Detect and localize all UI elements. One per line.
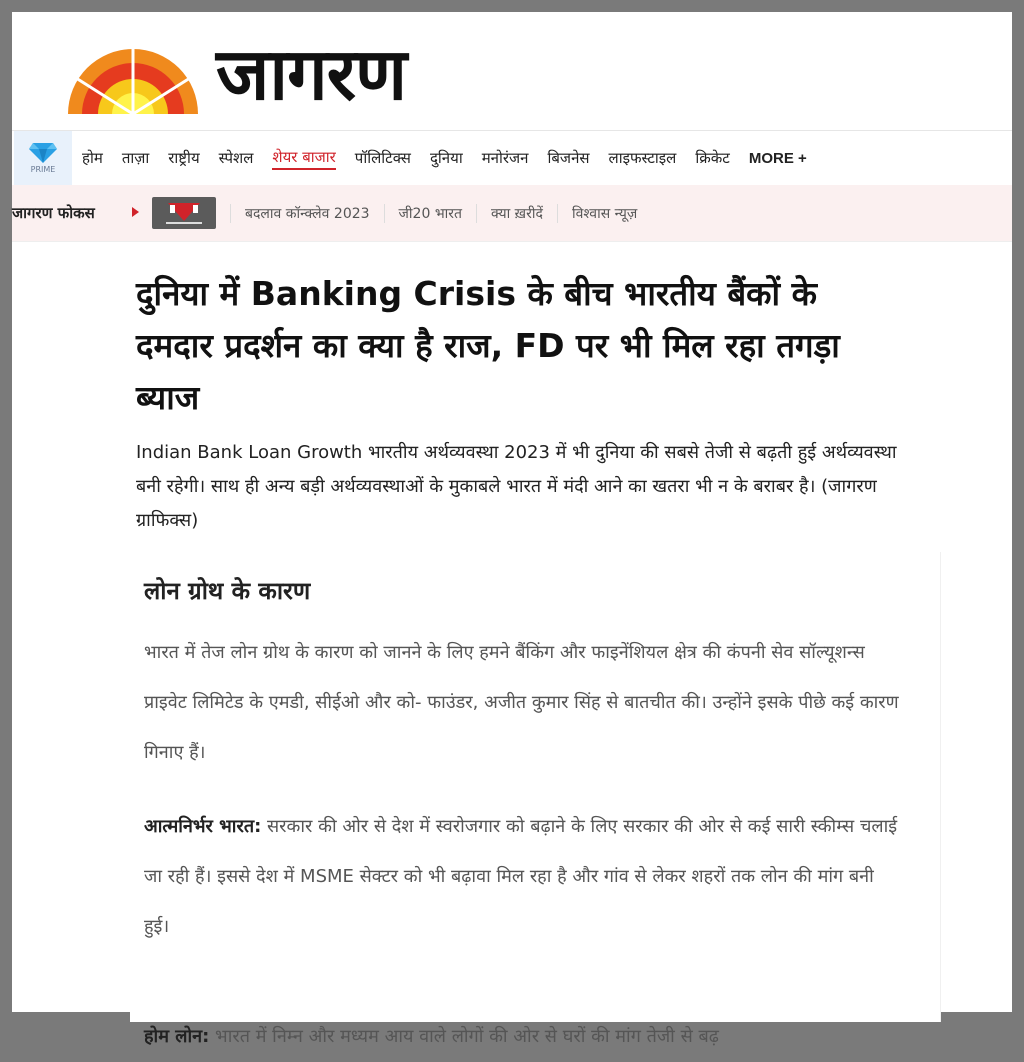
- nav-item-special[interactable]: स्पेशल: [218, 149, 254, 167]
- badge-logo-icon: [164, 201, 204, 225]
- nav-item-home[interactable]: होम: [82, 149, 103, 167]
- focus-label[interactable]: जागरण फोकस: [12, 204, 95, 222]
- nav-item-lifestyle[interactable]: लाइफस्टाइल: [608, 149, 677, 167]
- focus-badge-image[interactable]: [152, 197, 216, 229]
- body-paragraph-3: [144, 1012, 904, 1062]
- article-headline: दुनिया में Banking Crisis के बीच भारतीय बैंकों के दमदार प्रदर्शन का क्या है राज, FD पर भी मिल रहा तगड़ा ब्याज: [136, 274, 840, 417]
- paragraph-lead-atmanirbhar: आत्मनिर्भर भारत:: [144, 816, 262, 837]
- nav-item-share-bazar[interactable]: शेयर बाजार: [272, 147, 335, 170]
- paragraph-text-home-loan: भारत में निम्न और मध्यम आय वाले लोगों की ओर से घरों की मांग तेजी से बढ़: [209, 1026, 719, 1047]
- paragraph-text-atmanirbhar: सरकार की ओर से देश में स्वरोजगार को बढ़ाने के लिए सरकार की ओर से कई सारी स्कीम्स चलाई जा रही हैं। इससे देश में MSME सेक्टर को भी बढ़ावा मिल रहा है और गांव से लेकर शहरों तक लोन की मांग बनी हुई।: [144, 816, 898, 937]
- nav-item-cricket[interactable]: क्रिकेट: [695, 149, 730, 167]
- nav-item-politics[interactable]: पॉलिटिक्स: [354, 149, 411, 167]
- nav-item-world[interactable]: दुनिया: [429, 149, 463, 167]
- main-navigation: [12, 130, 1012, 186]
- caret-right-icon: [132, 207, 139, 217]
- focus-bar: [12, 185, 1012, 242]
- prime-button[interactable]: [14, 131, 72, 185]
- focus-links: [230, 185, 651, 241]
- paragraph-lead-home-loan: होम लोन:: [144, 1026, 210, 1047]
- focus-link-kya-kharidein[interactable]: क्या ख़रीदें: [476, 204, 557, 223]
- site-logo-text[interactable]: जागरण: [216, 32, 407, 116]
- nav-item-business[interactable]: बिजनेस: [547, 149, 590, 167]
- focus-link-vishwas-news[interactable]: विश्वास न्यूज़: [557, 204, 651, 223]
- section-heading: लोन ग्रोथ के कारण: [144, 577, 311, 605]
- nav-item-latest[interactable]: ताज़ा: [121, 149, 150, 167]
- jagran-logo-icon[interactable]: [68, 44, 198, 114]
- site-header: [12, 12, 1012, 130]
- nav-item-more[interactable]: MORE +: [748, 149, 807, 167]
- body-paragraph-2: [144, 802, 904, 952]
- article-body: [130, 552, 941, 1047]
- nav-item-national[interactable]: राष्ट्रीय: [168, 149, 200, 167]
- body-paragraph-1: भारत में तेज लोन ग्रोथ के कारण को जानने के लिए हमने बैंकिंग और फाइनेंशियल क्षेत्र की कंपनी सेव सॉल्यूशन्स प्राइवेट लिमिटेड के एमडी, सीईओ और को- फाउंडर, अजीत कुमार सिंह से बातचीत की। उन्होंने इसके पीछे कई कारण गिनाए हैं।: [144, 642, 899, 763]
- prime-label: PRIME: [30, 165, 56, 174]
- focus-link-badlav[interactable]: बदलाव कॉन्क्लेव 2023: [230, 204, 384, 223]
- nav-items: [82, 131, 826, 185]
- page-frame: [12, 12, 1012, 1047]
- article-summary: Indian Bank Loan Growth भारतीय अर्थव्यवस्था 2023 में भी दुनिया की सबसे तेजी से बढ़ती हुई अर्थव्यवस्था बनी रहेगी। साथ ही अन्य बड़ी अर्थव्यवस्थाओं के मुकाबले भारत में मंदी आने का खतरा भी न के बराबर है। (जागरण ग्राफिक्स): [136, 442, 897, 531]
- focus-link-g20[interactable]: जी20 भारत: [384, 204, 476, 223]
- nav-item-entertainment[interactable]: मनोरंजन: [481, 149, 529, 167]
- diamond-icon: [29, 142, 57, 164]
